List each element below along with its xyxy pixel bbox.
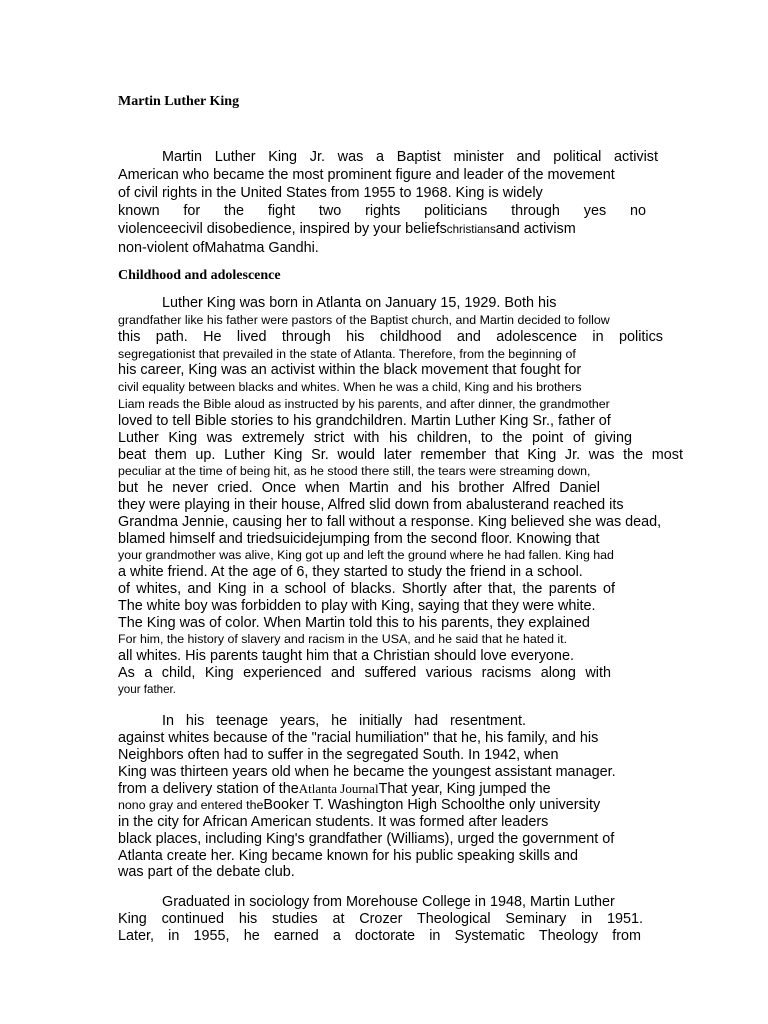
text-line: King was thirteen years old when he became the youngest assistant manager.: [118, 764, 616, 780]
text-line: your grandmother was alive, King got up and left the ground where he had fallen. King had: [118, 548, 614, 562]
text-line: Atlanta create her. King became known for his public speaking skills and: [118, 848, 578, 864]
newspaper-name: Atlanta Journal: [298, 781, 379, 796]
text-line: peculiar at the time of being hit, as he stood there still, the tears were streaming down,: [118, 464, 591, 478]
text-run: from a delivery station of the: [118, 781, 299, 797]
text-line: of civil rights in the United States from 1955 to 1968. King is widely: [118, 185, 543, 201]
text-line: but he never cried. Once when Martin and his brother Alfred Daniel: [118, 480, 600, 496]
text-line: As a child, King experienced and suffered various racisms along with: [118, 665, 611, 681]
text-line: grandfather like his father were pastors of the Baptist church, and Martin decided to follow: [118, 313, 610, 327]
text-line: [118, 797, 658, 813]
text-line: The white boy was forbidden to play with King, saying that they were white.: [118, 598, 596, 614]
text-line: blamed himself and triedsuicidejumping from the second floor. Knowing that: [118, 531, 600, 547]
text-line: loved to tell Bible stories to his grandchildren. Martin Luther King Sr., father of: [118, 413, 611, 429]
text-line: Graduated in sociology from Morehouse College in 1948, Martin Luther: [162, 894, 615, 910]
text-run: violenceecivil disobedience, inspired by your beliefs: [118, 221, 447, 237]
text-line: Neighbors often had to suffer in the segregated South. In 1942, when: [118, 747, 559, 763]
text-run: That year, King jumped the: [378, 781, 551, 797]
text-run: christians: [446, 223, 496, 236]
text-line: King continued his studies at Crozer Theological Seminary in 1951.: [118, 911, 643, 927]
text-line: Luther King was extremely strict with his children, to the point of giving: [118, 430, 632, 446]
text-line: Grandma Jennie, causing her to fall without a response. King believed she was dead,: [118, 514, 662, 530]
text-line: this path. He lived through his childhood and adolescence in politics: [118, 329, 663, 345]
text-line: [118, 781, 658, 797]
text-line: was part of the debate club.: [118, 864, 295, 880]
document-title: Martin Luther King: [118, 94, 240, 109]
text-line: [118, 221, 658, 238]
text-line: beat them up. Luther King Sr. would later remember that King Jr. was the most: [118, 447, 683, 463]
section-heading: Childhood and adolescence: [118, 268, 281, 283]
text-run: the only university: [484, 797, 601, 813]
text-line: civil equality between blacks and whites. When he was a child, King and his brothers: [118, 380, 582, 394]
text-line: American who became the most prominent figure and leader of the movement: [118, 167, 615, 183]
text-line: all whites. His parents taught him that a Christian should love everyone.: [118, 648, 574, 664]
text-line: known for the fight two rights politicians through yes no: [118, 203, 646, 219]
text-line: black places, including King's grandfather (Williams), urged the government of: [118, 831, 615, 847]
text-line: non-violent ofMahatma Gandhi.: [118, 240, 319, 256]
text-line: segregationist that prevailed in the state of Atlanta. Therefore, from the beginning of: [118, 347, 576, 361]
text-run: nono gray and entered the: [118, 798, 264, 812]
text-line: The King was of color. When Martin told this to his parents, they explained: [118, 615, 590, 631]
text-run: Booker T. Washington High School: [263, 797, 485, 813]
text-line: his career, King was an activist within the black movement that fought for: [118, 362, 582, 378]
text-line: of whites, and King in a school of blacks. Shortly after that, the parents of: [118, 581, 615, 597]
text-line: your father.: [118, 683, 177, 696]
text-run: and activism: [495, 221, 576, 237]
text-line: In his teenage years, he initially had resentment.: [162, 713, 526, 729]
text-line: For him, the history of slavery and racism in the USA, and he said that he hated it.: [118, 632, 568, 646]
text-line: Later, in 1955, he earned a doctorate in Systematic Theology from: [118, 928, 641, 944]
text-line: in the city for African American students. It was formed after leaders: [118, 814, 549, 830]
text-line: they were playing in their house, Alfred slid down from abalusterand reached its: [118, 497, 624, 513]
text-line: against whites because of the "racial humiliation" that he, his family, and his: [118, 730, 599, 746]
text-line: Liam reads the Bible aloud as instructed by his parents, and after dinner, the grandmother: [118, 397, 610, 411]
text-line: Luther King was born in Atlanta on January 15, 1929. Both his: [162, 295, 557, 311]
text-line: a white friend. At the age of 6, they started to study the friend in a school.: [118, 564, 583, 580]
text-line: Martin Luther King Jr. was a Baptist minister and political activist: [162, 149, 658, 165]
